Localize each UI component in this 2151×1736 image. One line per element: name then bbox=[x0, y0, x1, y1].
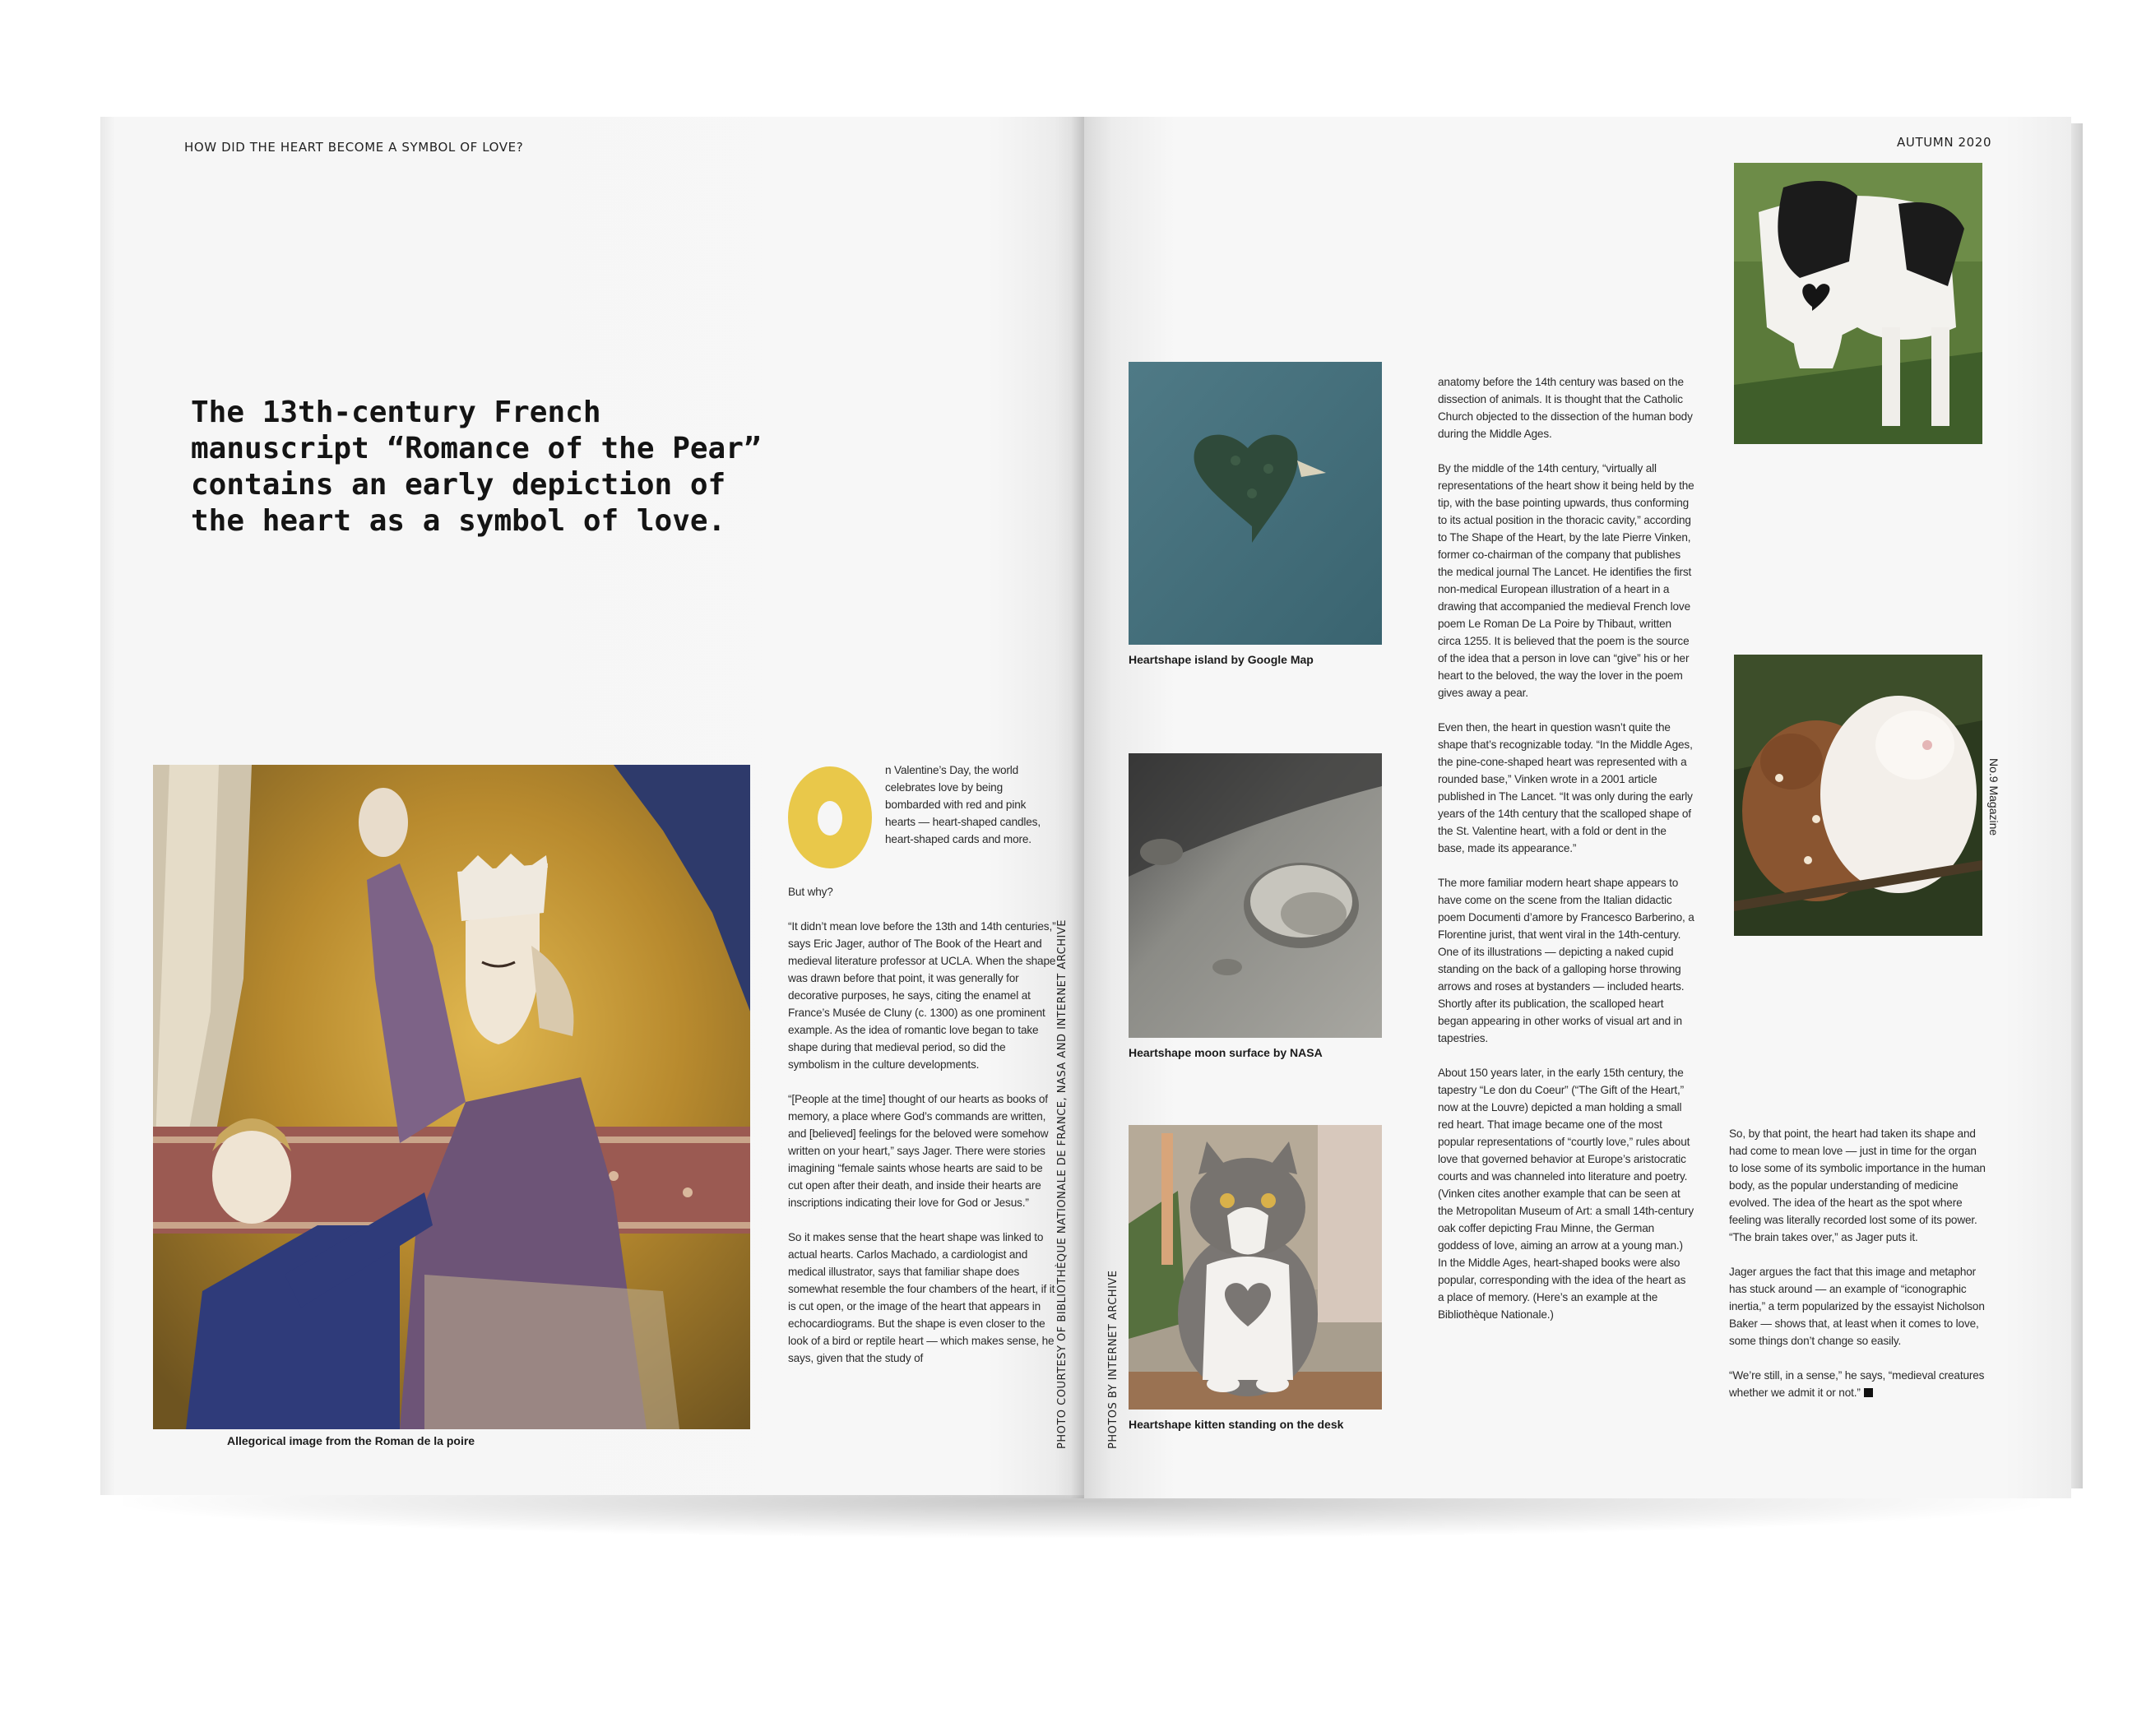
photo-deer-lamb bbox=[1734, 655, 1982, 936]
left-page bbox=[100, 117, 1084, 1495]
paragraph: “[People at the time] thought of our hearts as books of memory, a place where God’s commands are written, and [believed] feelings for the beloved were somehow written on your heart,” says Jager. There were stories imagining “female saints whose hearts are said to be cut open after their death, and inside their hearts are inscriptions indicating their love for God or Jesus.” bbox=[788, 1093, 1049, 1209]
photo-heart-moon bbox=[1129, 753, 1382, 1038]
right-body-column-1 bbox=[1438, 373, 1694, 1340]
headline: The 13th-century French manuscript “Romance of the Pear” contains an early depiction of the heart as a symbol of love. bbox=[191, 396, 762, 538]
paragraph: So, by that point, the heart had taken its shape and had come to mean love — just in time for the organ to lose some of its symbolic importance in the human body, as the popular understanding of medicine evolved. The idea of the heart as the spot where feeling was literally recorded lost some of its power. “The brain takes over,” as Jager puts it. bbox=[1729, 1127, 1986, 1243]
paragraph: anatomy before the 14th century was based on the dissection of animals. It is thought that the Catholic Church objected to the dissection of the human body during the Middle Ages. bbox=[1438, 376, 1693, 440]
closing-text: “We’re still, in a sense,” he says, “medieval creatures whether we admit it or not.” bbox=[1729, 1369, 1985, 1399]
paragraph: By the middle of the 14th century, “virtually all representations of the heart show it being held by the tip, with the base pointing upwards, thus conforming to its actual position in the thoracic cavity,” according to The Shape of the Heart, by the late Pierre Vinken, former co-chairman of the company that publishes the medical journal The Lancet. He identifies the first non-medical European illustration of a heart in a drawing that accompanied the medieval French love poem Le Roman De La Poire by Thibaut, written circa 1255. It is believed that the poem is the source of the idea that a person in love can “give” his or her heart to the beloved, the way the lover in the poem gives away a pear. bbox=[1438, 462, 1694, 699]
photo-credit-right: PHOTOS BY INTERNET ARCHIVE bbox=[1107, 1270, 1120, 1449]
running-head-right: AUTUMN 2020 bbox=[1897, 135, 1992, 150]
moon-caption: Heartshape moon surface by NASA bbox=[1129, 1046, 1323, 1059]
intro-paragraph: n Valentine’s Day, the world celebrates love by being bombarded with red and pink hearts — heart-shaped candles, heart-shaped cards and more. bbox=[885, 764, 1041, 845]
photo-heart-kitten bbox=[1129, 1125, 1382, 1410]
page-edge bbox=[2071, 123, 2083, 1488]
left-body-column bbox=[788, 883, 1058, 1384]
end-mark-icon bbox=[1864, 1388, 1873, 1397]
right-body-column-2 bbox=[1729, 1125, 1986, 1419]
drop-cap-o bbox=[788, 766, 872, 868]
island-caption: Heartshape island by Google Map bbox=[1129, 653, 1314, 666]
running-head-left: HOW DID THE HEART BECOME A SYMBOL OF LOVE? bbox=[184, 140, 524, 155]
magazine-name: No.9 Magazine bbox=[1987, 758, 2000, 836]
paragraph: About 150 years later, in the early 15th century, the tapestry “Le don du Coeur” (“The Gift of the Heart,” now at the Louvre) depicted a man holding a small red heart. That image became one of the most popular representations of “courtly love,” rules about love that governed behavior at Europe’s aristocratic courts and was channeled into literature and poetry. (Vinken cites another example that can be seen at the Metropolitan Museum of Art: a small 14th-century oak coffer depicting Frau Minne, the German goddess of love, aiming an arrow at a young man.) In the Middle Ages, heart-shaped books were also popular, corresponding with the idea of the heart as a place of memory. (Here’s an example at the Bibliothèque Nationale.) bbox=[1438, 1067, 1694, 1321]
paragraph: Even then, the heart in question wasn’t quite the shape that’s recognizable today. “In the Middle Ages, the pine-cone-shaped heart was represented with a rounded base,” Vinken wrote in a 2001 article published in The Lancet. “It was only during the early years of the 14th century that the scalloped shape of the St. Valentine heart, with a fold or dent in the base, made its appearance.” bbox=[1438, 721, 1693, 854]
paragraph: “It didn’t mean love before the 13th and 14th centuries,” says Eric Jager, author of The Book of the Heart and medieval literature professor at UCLA. When the shape was drawn before that point, it was generally for decorative purposes, he says, citing the enamel at France’s Musée de Cluny (c. 1300) as one prominent example. As the idea of romantic love began to take shape during that medieval period, so did the symbolism in the culture developments. bbox=[788, 920, 1056, 1071]
photo-credit-left: PHOTO COURTESY OF BIBLIOTHÈQUE NATIONALE DE FRANCE, NASA AND INTERNET ARCHIVE bbox=[1056, 919, 1069, 1449]
right-page bbox=[1084, 117, 2071, 1498]
photo-heart-cow bbox=[1734, 163, 1982, 444]
paragraph: So it makes sense that the heart shape was linked to actual hearts. Carlos Machado, a cardiologist and medical illustrator, says that familiar shape does somewhat resemble the four chambers of the heart, if it is cut open, or the image of the heart that appears in echocardiograms. But the shape is even closer to the look of a bird or reptile heart — which makes sense, he says, given that the study of bbox=[788, 1231, 1055, 1364]
lead-image-manuscript bbox=[153, 765, 750, 1429]
photo-heart-island bbox=[1129, 362, 1382, 645]
kitten-caption: Heartshape kitten standing on the desk bbox=[1129, 1418, 1344, 1431]
paragraph: The more familiar modern heart shape appears to have come on the scene from the Italian didactic poem Documenti d’amore by Francesco Barberino, a Florentine jurist, that went viral in the 14th-century. One of its illustrations — depicting a naked cupid standing on the back of a galloping horse throwing arrows and roses at bystanders — included hearts. Shortly after its publication, the scalloped heart began appearing in other works of visual art and in tapestries. bbox=[1438, 877, 1694, 1044]
paragraph: But why? bbox=[788, 886, 833, 898]
paragraph: Jager argues the fact that this image and metaphor has stuck around — an example of “iconographic inertia,” a term popularized by the essayist Nicholson Baker — shows that, at least when it comes to love, some things don’t change so easily. bbox=[1729, 1266, 1985, 1347]
lead-image-caption: Allegorical image from the Roman de la poire bbox=[227, 1434, 475, 1447]
closing-paragraph bbox=[1729, 1367, 1986, 1401]
